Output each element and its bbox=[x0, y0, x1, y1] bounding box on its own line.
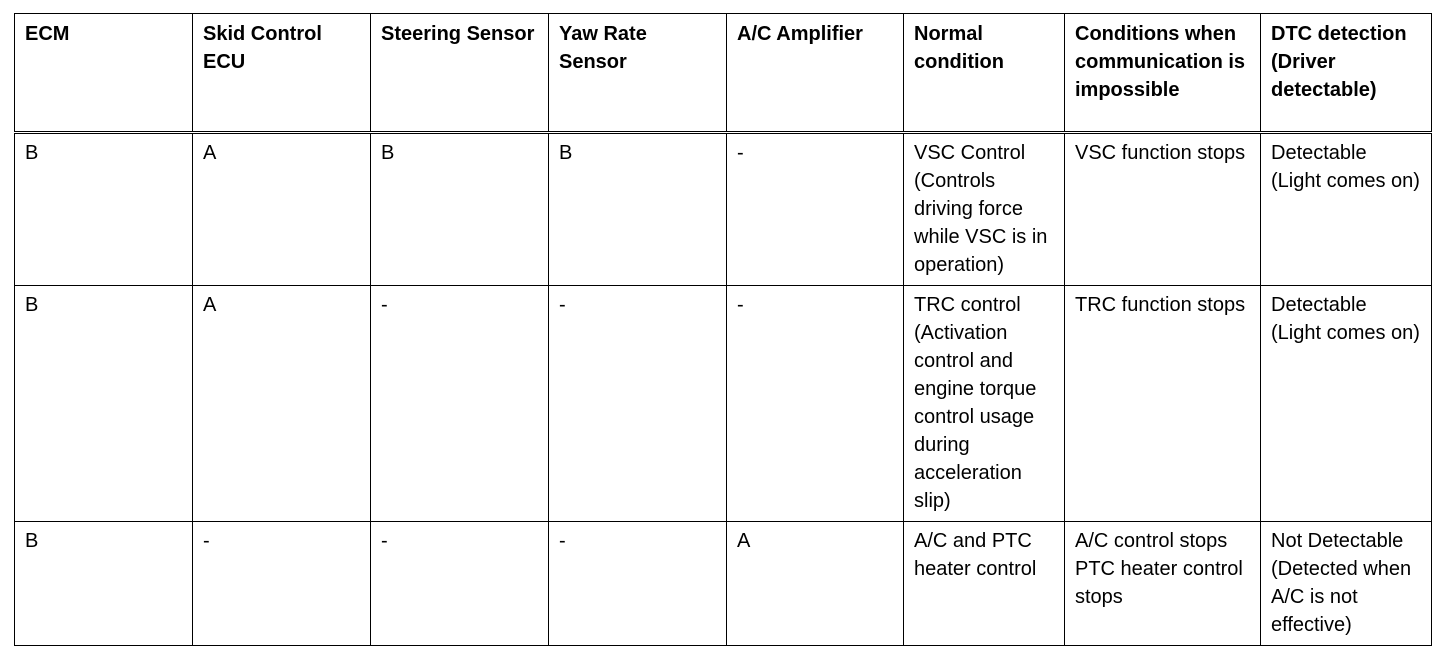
cell-skid-control-ecu: - bbox=[193, 522, 371, 646]
header-dtc-detection: DTC detection (Driver detectable) bbox=[1261, 14, 1432, 133]
cell-steering-sensor: - bbox=[371, 286, 549, 522]
cell-ac-amplifier: - bbox=[727, 133, 904, 286]
header-yaw-rate-sensor: Yaw Rate Sensor bbox=[549, 14, 727, 133]
cell-normal-condition: TRC control (Activation control and engine torque control usage during acceleration slip) bbox=[904, 286, 1065, 522]
cell-normal-condition: A/C and PTC heater control bbox=[904, 522, 1065, 646]
cell-yaw-rate-sensor: - bbox=[549, 286, 727, 522]
cell-skid-control-ecu: A bbox=[193, 286, 371, 522]
header-skid-control-ecu: Skid Control ECU bbox=[193, 14, 371, 133]
header-normal-condition: Normal condition bbox=[904, 14, 1065, 133]
cell-dtc-detection: Detectable (Light comes on) bbox=[1261, 133, 1432, 286]
cell-skid-control-ecu: A bbox=[193, 133, 371, 286]
cell-yaw-rate-sensor: B bbox=[549, 133, 727, 286]
cell-steering-sensor: - bbox=[371, 522, 549, 646]
cell-conditions-impossible: A/C control stops PTC heater control stops bbox=[1065, 522, 1261, 646]
cell-steering-sensor: B bbox=[371, 133, 549, 286]
cell-ecm: B bbox=[15, 133, 193, 286]
cell-conditions-impossible: TRC function stops bbox=[1065, 286, 1261, 522]
table-row bbox=[15, 286, 1432, 522]
header-conditions-communication-impossible: Conditions when communication is impossible bbox=[1065, 14, 1261, 133]
communication-table bbox=[14, 13, 1432, 646]
cell-dtc-detection: Detectable (Light comes on) bbox=[1261, 286, 1432, 522]
table-header-row bbox=[15, 14, 1432, 133]
table-row bbox=[15, 133, 1432, 286]
header-ac-amplifier: A/C Amplifier bbox=[727, 14, 904, 133]
cell-ac-amplifier: - bbox=[727, 286, 904, 522]
table-row bbox=[15, 522, 1432, 646]
cell-ac-amplifier: A bbox=[727, 522, 904, 646]
header-steering-sensor: Steering Sensor bbox=[371, 14, 549, 133]
header-ecm: ECM bbox=[15, 14, 193, 133]
cell-normal-condition: VSC Control (Controls driving force while VSC is in operation) bbox=[904, 133, 1065, 286]
cell-ecm: B bbox=[15, 522, 193, 646]
cell-ecm: B bbox=[15, 286, 193, 522]
cell-yaw-rate-sensor: - bbox=[549, 522, 727, 646]
cell-conditions-impossible: VSC function stops bbox=[1065, 133, 1261, 286]
cell-dtc-detection: Not Detectable (Detected when A/C is not effective) bbox=[1261, 522, 1432, 646]
